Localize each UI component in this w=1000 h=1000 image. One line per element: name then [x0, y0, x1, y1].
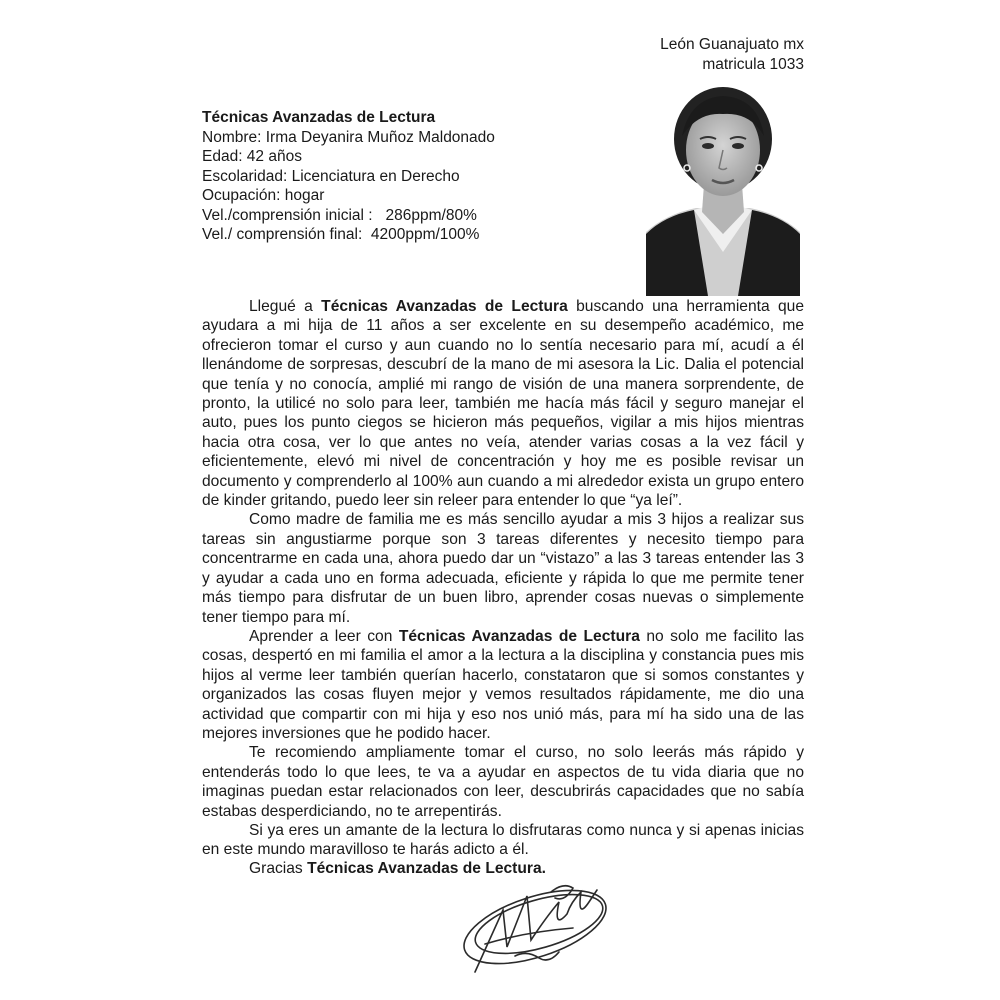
location-block	[660, 35, 804, 75]
p1-intro: Llegué a	[249, 298, 322, 315]
p3-text: no solo me facilito las cosas, despertó en mi familia el amor a la lectura a la disciplina y constancia pues mis hijos al verme leer también querían hacerlo, constataron que si somos constantes y organizados las cosas fluyen mejor y vemos resultados rápidamente, me dio una actividad que compartir con mi hija y eso nos unió más, para mí ha sido una de las mejores inversiones que he podido hacer.	[202, 627, 804, 742]
student-info	[202, 108, 495, 245]
paragraph-5: Si ya eres un amante de la lectura lo disfrutaras como nunca y si apenas inicias en este mundo maravilloso te harás adicto a él.	[202, 821, 804, 859]
paragraph-1	[202, 297, 804, 510]
p3-course-name: Técnicas Avanzadas de Lectura	[398, 627, 640, 645]
p1-course-name: Técnicas Avanzadas de Lectura	[321, 298, 568, 315]
paragraph-2: Como madre de familia me es más sencillo ayudar a mis 3 hijos a realizar sus tareas sin angustiarme porque son 3 tareas diferentes y necesito tiempo para concentrarme en cada una, ahora puedo dar un “vistazo” a las 3 tareas entender las 3 y ayudar a cada uno en forma adecuada, eficiente y rápida lo que me permite tener más tiempo para disfrutar de un buen libro, aprender cosas nuevas o simplemente tener tiempo para mí.	[202, 511, 804, 626]
student-name: Nombre: Irma Deyanira Muñoz Maldonado	[202, 128, 495, 146]
paragraph-4: Te recomiendo ampliamente tomar el curso, no solo leerás más rápido y entenderás todo lo que lees, te va a ayudar en aspectos de tu vida diaria que no imaginas puedan estar relacionados con leer, descubrirás capacidades que no sabía estabas desperdiciando, no te arrepentirás.	[202, 744, 804, 820]
location-city: León Guanajuato mx	[660, 36, 804, 53]
course-title: Técnicas Avanzadas de Lectura	[202, 109, 436, 126]
paragraph-3	[202, 627, 804, 743]
final-reading-speed: Vel./ comprensión final: 4200ppm/100%	[202, 226, 480, 243]
p3-intro: Aprender a leer con	[249, 627, 399, 645]
registration-number: matricula 1033	[702, 56, 804, 73]
closing-thanks: Gracias	[249, 860, 308, 877]
handwritten-signature	[455, 872, 615, 977]
student-education: Escolaridad: Licenciatura en Derecho	[202, 167, 460, 185]
initial-reading-speed: Vel./comprensión inicial : 286ppm/80%	[202, 206, 477, 224]
testimonial-body	[202, 297, 804, 860]
p1-text: buscando una herramienta que ayudara a mi hija de 11 años a ser excelente en su desempeño académico, me ofrecieron tomar el curso y aun cuando no lo sentía necesario para mí, acudí a él llenándome de sorpresas, descubrí de la mano de mi asesora la Lic. Dalia el potencial que tenía y no conocía, amplié mi rango de visión de una manera sorprendente, de pronto, la utilicé no solo para leer, también me hacía más fácil y seguro manejar el auto, pues los punto ciegos se hicieron más pequeños, vigilar a mis hijos mientras hacia otra cosa, ver lo que antes no veía, atender varias cosas a la vez fácil y eficientemente, elevó mi nivel de concentración y hoy me es posible revisar un documento y comprenderlo al 100% aun cuando a mi alrededor exista un grupo entero de kinder gritando, puedo leer sin releer para entender lo que “ya leí”.	[202, 298, 804, 510]
student-age: Edad: 42 años	[202, 148, 302, 165]
student-occupation: Ocupación: hogar	[202, 187, 325, 204]
student-photo	[646, 84, 800, 296]
closing-course-name: Técnicas Avanzadas de Lectura.	[307, 860, 546, 877]
